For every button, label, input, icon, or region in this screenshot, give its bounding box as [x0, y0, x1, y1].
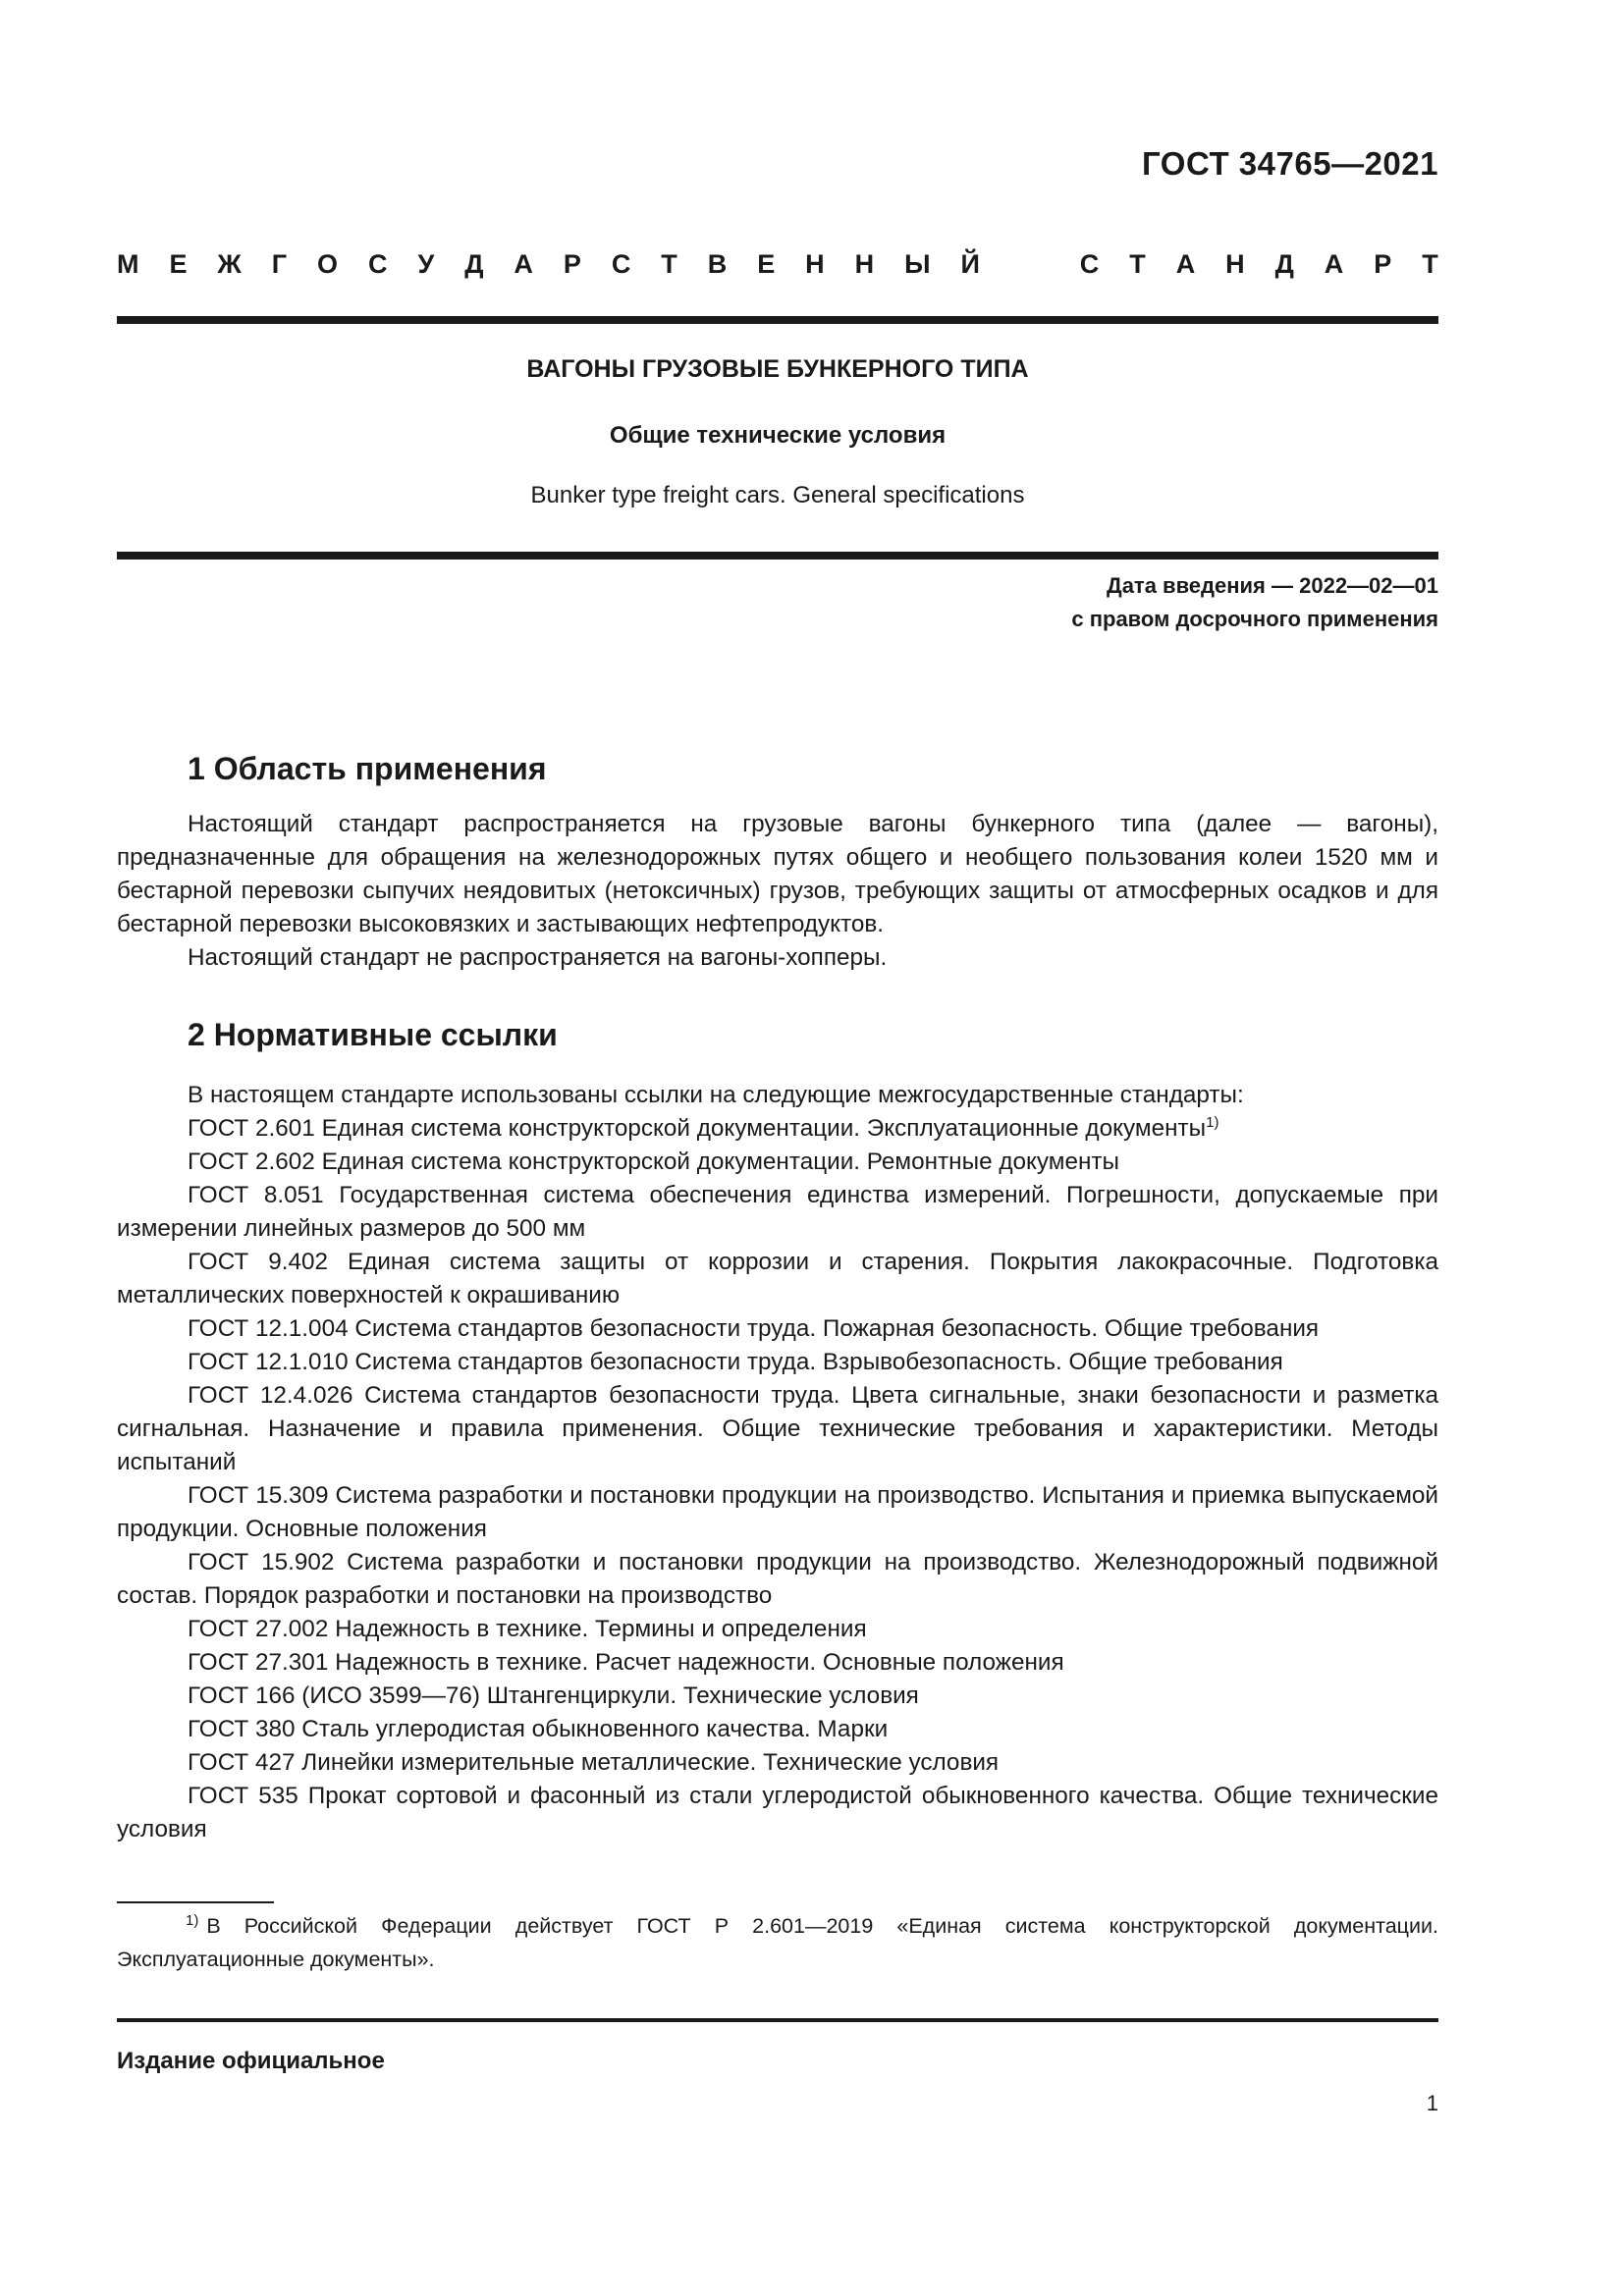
banner-letter: Д [464, 249, 484, 279]
reference-item: ГОСТ 380 Сталь углеродистая обыкновенного качества. Марки [188, 1716, 889, 1742]
reference-item: ГОСТ 15.902 Система разработки и постановки продукции на производство. Железнодорожный подвижной состав. Порядок разработки и постановки на производство [117, 1549, 1438, 1609]
banner-letter: С [368, 249, 388, 279]
banner-letter: Т [1422, 249, 1438, 279]
reference-item: ГОСТ 27.301 Надежность в технике. Расчет надежности. Основные положения [188, 1649, 1064, 1676]
banner-letter: М [117, 249, 139, 279]
banner-letter: Д [1274, 249, 1294, 279]
top-divider [117, 316, 1438, 324]
banner-letter: В [707, 249, 728, 279]
section-2-heading: 2 Нормативные ссылки [188, 1017, 558, 1052]
reference-item: ГОСТ 8.051 Государственная система обеспечения единства измерений. Погрешности, допускаемые при измерении линейных размеров до 500 мм [117, 1182, 1438, 1242]
english-title: Bunker type freight cars. General specifications [530, 482, 1025, 508]
banner-letter: Р [1374, 249, 1392, 279]
standard-number: ГОСТ 34765—2021 [1142, 145, 1438, 182]
banner-letter: С [1079, 249, 1100, 279]
footnote-text: В Российской Федерации действует ГОСТ Р 2.601—2019 «Единая система конструкторской документации. Эксплуатационные документы». [117, 1914, 1438, 1971]
reference-item: ГОСТ 166 (ИСО 3599—76) Штангенциркули. Технические условия [188, 1682, 919, 1709]
banner-letter: Й [960, 249, 980, 279]
banner-letter: Т [1129, 249, 1146, 279]
introduction-date-block [1071, 569, 1438, 636]
footnote [117, 1909, 1438, 1976]
reference-text: ГОСТ 2.601 Единая система конструкторской документации. Эксплуатационные документы [188, 1115, 1207, 1142]
banner-letter: Ж [217, 249, 242, 279]
reference-item: ГОСТ 12.4.026 Система стандартов безопасности труда. Цвета сигнальные, знаки безопасности и разметка сигнальная. Назначение и правила применения. Общие технические требования и характеристики. Методы испытаний [117, 1382, 1438, 1475]
banner-letter: Н [854, 249, 875, 279]
banner-letter: Г [271, 249, 288, 279]
section-2-body [117, 1079, 1438, 1846]
page-number: 1 [1426, 2091, 1438, 2115]
official-edition-label: Издание официальное [117, 2048, 385, 2074]
banner-letter: Р [563, 249, 581, 279]
banner-letter: Ы [904, 249, 931, 279]
reference-item: ГОСТ 535 Прокат сортовой и фасонный из стали углеродистой обыкновенного качества. Общие технические условия [117, 1783, 1438, 1842]
paragraph: В настоящем стандарте использованы ссылки на следующие межгосударственные стандарты: [188, 1082, 1244, 1108]
banner-letter: У [417, 249, 435, 279]
paragraph: Настоящий стандарт распространяется на грузовые вагоны бункерного типа (далее — вагоны), предназначенные для обращения на железнодорожных путях общего и необщего пользования колеи 1520 мм и бестарной перевозки сыпучих неядовитых (нетоксичных) грузов, требующих защиты от атмосферных осадков и для бестарной перевозки высоковязких и застывающих нефтепродуктов. [117, 811, 1438, 937]
banner-letter: А [1324, 249, 1344, 279]
section-1-body [117, 808, 1438, 975]
title-divider [117, 552, 1438, 560]
paragraph: Настоящий стандарт не распространяется на вагоны-хопперы. [188, 944, 888, 971]
banner-letter: Н [1225, 249, 1245, 279]
reference-item: ГОСТ 12.1.010 Система стандартов безопасности труда. Взрывобезопасность. Общие требования [188, 1349, 1283, 1375]
banner-letter: А [514, 249, 533, 279]
banner-letter: Т [661, 249, 677, 279]
reference-item: ГОСТ 12.1.004 Система стандартов безопасности труда. Пожарная безопасность. Общие требования [188, 1315, 1320, 1342]
standard-type-banner [117, 249, 1438, 280]
document-title: ВАГОНЫ ГРУЗОВЫЕ БУНКЕРНОГО ТИПА [526, 355, 1029, 383]
banner-word-gap [1010, 249, 1050, 280]
footnote-separator [117, 1901, 274, 1903]
banner-letter: Н [805, 249, 825, 279]
banner-letter: С [611, 249, 631, 279]
footnote-mark: 1) [1206, 1113, 1219, 1131]
footnote-mark: 1) [186, 1911, 199, 1929]
document-subtitle: Общие технические условия [609, 422, 947, 449]
banner-letter: А [1175, 249, 1196, 279]
reference-item: ГОСТ 9.402 Единая система защиты от коррозии и старения. Покрытия лакокрасочные. Подготовка металлических поверхностей к окрашиванию [117, 1249, 1438, 1308]
reference-item: ГОСТ 15.309 Система разработки и постановки продукции на производство. Испытания и приемка выпускаемой продукции. Основные положения [117, 1482, 1438, 1542]
early-application-note: с правом досрочного применения [1071, 607, 1438, 631]
introduction-date: Дата введения — 2022—02—01 [1107, 573, 1438, 598]
section-1-heading: 1 Область применения [188, 751, 547, 786]
bottom-divider [117, 2018, 1438, 2022]
reference-item: ГОСТ 27.002 Надежность в технике. Термины и определения [188, 1616, 867, 1642]
banner-letter: Е [757, 249, 776, 279]
reference-item: ГОСТ 427 Линейки измерительные металлические. Технические условия [188, 1749, 1000, 1776]
reference-item [117, 1112, 1438, 1146]
banner-letter: О [317, 249, 339, 279]
reference-item: ГОСТ 2.602 Единая система конструкторской документации. Ремонтные документы [188, 1148, 1120, 1175]
banner-letter: Е [169, 249, 188, 279]
